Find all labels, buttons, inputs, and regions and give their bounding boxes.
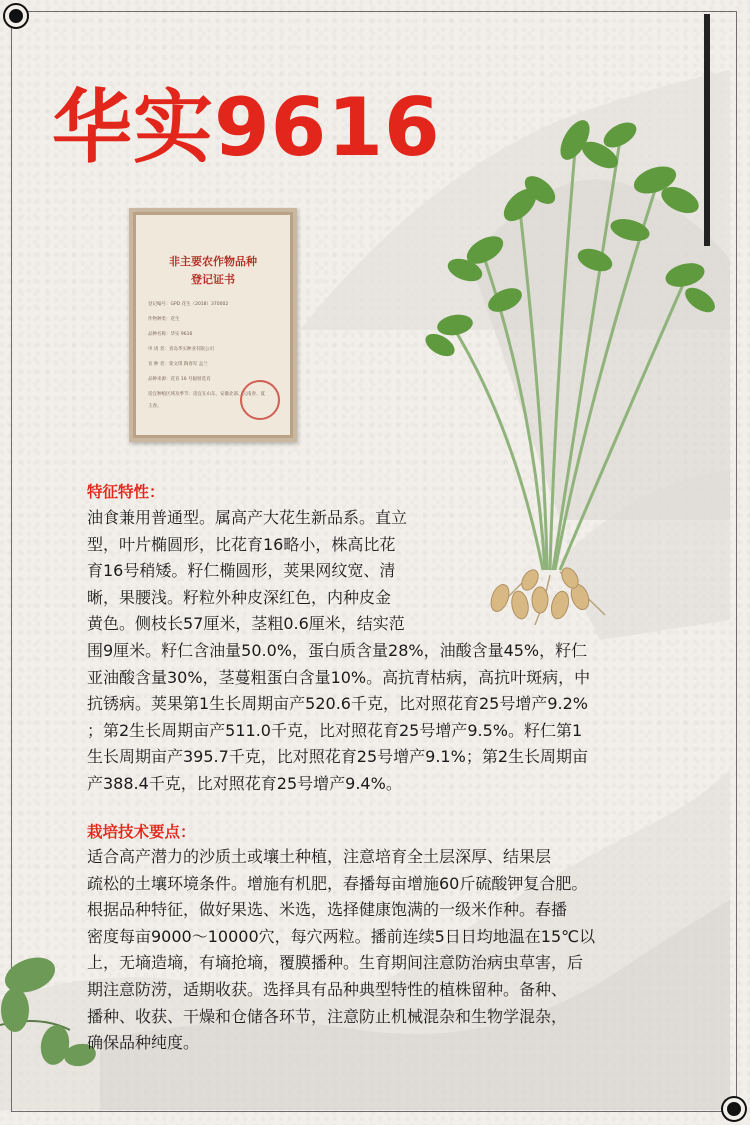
text-line: 上，无墒造墒，有墒抢墒，覆膜播种。生育期间注意防治病虫草害，后 [87, 953, 584, 973]
text-line: 根据品种特征，做好果选、米选，选择健康饱满的一级米作种。春播 [87, 900, 568, 920]
certificate-inner [133, 212, 293, 438]
text-line: 晰，果腰浅。籽粒外种皮深红色，内种皮金 [87, 587, 392, 607]
text-line: ；第2生长周期亩产511.0千克，比对照花育25号增产9.5%。籽仁第1 [87, 720, 583, 740]
text-line: 期注意防涝，适期收获。选择具有品种典型特性的植株留种。备种、 [87, 979, 568, 999]
text-line: 确保品种纯度。 [87, 1033, 200, 1053]
text-line: 黄色。侧枝长57厘米，茎粗0.6厘米，结实范 [87, 614, 405, 634]
text-line: 抗锈病。荚果第1生长周期亩产520.6千克，比对照花育25号增产9.2% [87, 694, 588, 714]
section-heading-characteristics: 特征特性： [87, 483, 165, 501]
certificate-line: 王春。 [148, 404, 162, 409]
text-line: 油食兼用普通型。属高产大花生新品系。直立 [87, 508, 408, 527]
characteristics-paragraph [87, 505, 590, 798]
certificate-line: 申 请 者：青岛华实种业有限公司 [148, 347, 214, 352]
text-line: 生长周期亩产395.7千克，比对照花育25号增产9.1%；第2生长周期亩 [87, 747, 588, 767]
section-heading-cultivation: 栽培技术要点： [87, 823, 196, 841]
certificate-title-line1: 非主要农作物品种 [169, 255, 257, 268]
corner-ornament-bottom-right [723, 1098, 745, 1120]
certificate-line: 登记编号：GPD 花生（2018）370002 [148, 302, 229, 307]
text-line: 播种、收获、干燥和仓储各环节，注意防止机械混杂和生物学混杂， [87, 1006, 568, 1026]
cultivation-paragraph [87, 844, 595, 1057]
corner-ornament-top-left [5, 5, 27, 27]
text-line: 适合高产潜力的沙质土或壤土种植，注意培育全土层深厚、结果层 [87, 847, 552, 866]
page-title: 华实9616 [52, 81, 441, 174]
certificate-title-line2: 登记证书 [191, 273, 235, 286]
text-line: 亚油酸含量30%，茎蔓粗蛋白含量10%。高抗青枯病，高抗叶斑病，中 [87, 667, 591, 687]
certificate-line: 品种来源：花育 16 号辐射选育 [148, 377, 211, 382]
text-line: 围9厘米。籽仁含油量50.0%，蛋白质含量28%，油酸含量45%，籽仁 [87, 640, 588, 660]
certificate-line: 品种名称：华实 9616 [148, 332, 193, 337]
text-line: 密度每亩9000～10000穴，每穴两粒。播前连续5日日均地温在15℃以 [87, 926, 596, 946]
text-line: 型，叶片椭圆形，比花育16略小，株高比花 [87, 534, 396, 554]
certificate-line: 适宜种植区域及季节：适宜在山东、安徽北部、云南春、夏 [148, 392, 265, 397]
red-seal-stamp [240, 380, 280, 420]
certificate-line: 育 种 者：栾文琪 陶春军 孟兰 [148, 362, 208, 367]
text-line: 育16号稍矮。籽仁椭圆形，荚果网纹宽、清 [87, 561, 396, 581]
text-line: 产388.4千克，比对照花育25号增产9.4%。 [87, 773, 402, 793]
text-line: 疏松的土壤环境条件。增施有机肥，春播每亩增施60斤硫酸钾复合肥。 [87, 873, 588, 893]
certificate-line: 作物种类：花生 [148, 317, 180, 322]
registration-certificate [129, 208, 297, 442]
